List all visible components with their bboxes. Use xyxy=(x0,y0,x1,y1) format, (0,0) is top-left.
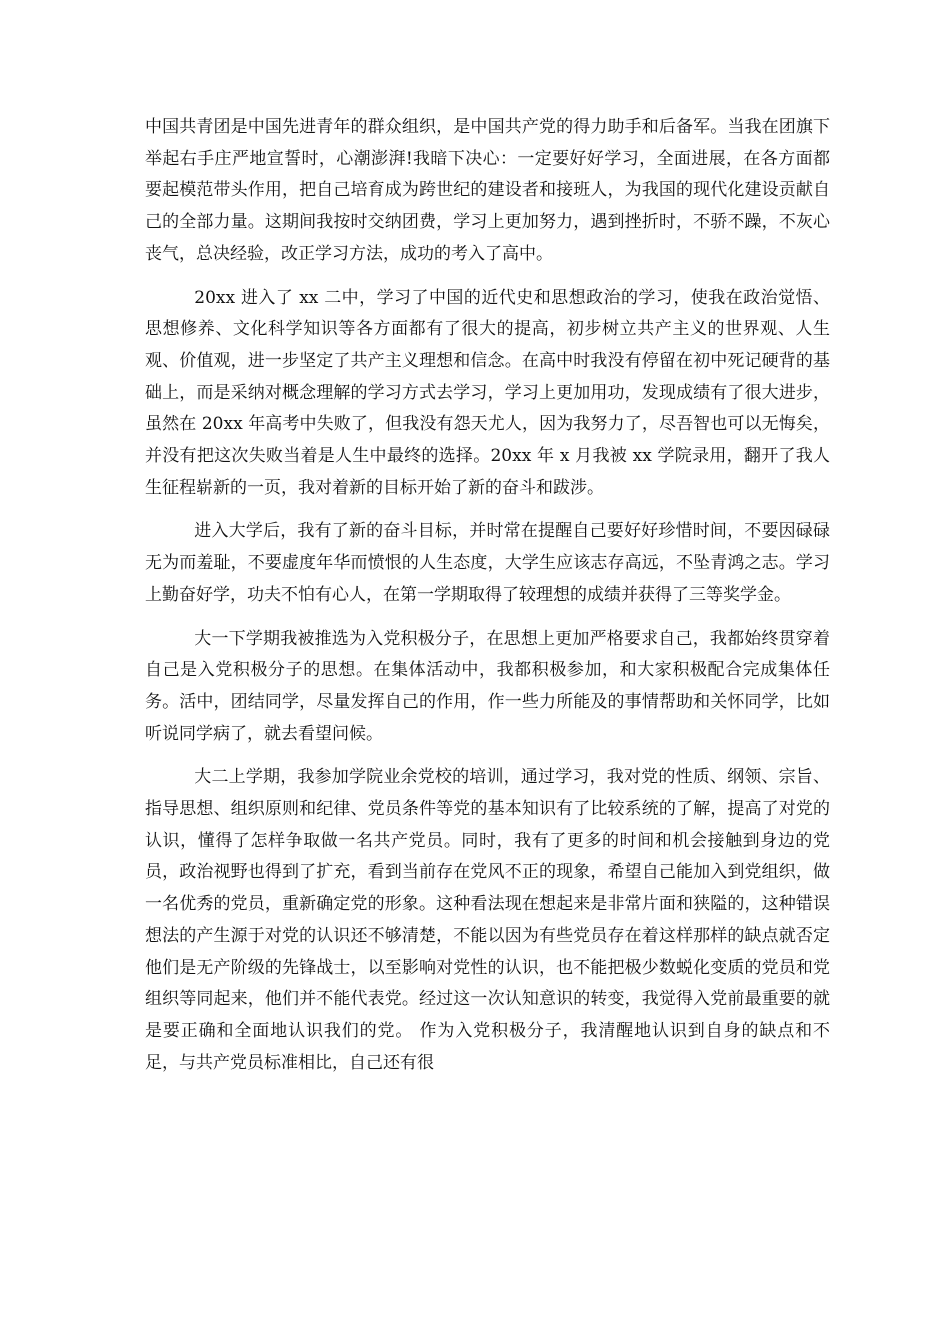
paragraph-2: 20xx 进入了 xx 二中，学习了中国的近代史和思想政治的学习，使我在政治觉悟、思想修养、文化科学知识等各方面都有了很大的提高，初步树立共产主义的世界观、人生观、价值观，进一步坚定了共产主义理想和信念。在高中时我没有停留在初中死记硬背的基础上，而是采纳对概念理解的学习方式去学习，学习上更加用功，发现成绩有了很大进步，虽然在 20xx 年高考中失败了，但我没有怨天尤人，因为我努力了，尽吾智也可以无悔矣，并没有把这次失败当着是人生中最终的选择。20xx 年 x 月我被 xx 学院录用，翻开了我人生征程崭新的一页，我对着新的目标开始了新的奋斗和跋涉。 xyxy=(145,287,830,498)
paragraph-5: 大二上学期，我参加学院业余党校的培训，通过学习，我对党的性质、纲领、宗旨、指导思想、组织原则和纪律、党员条件等党的基本知识有了比较系统的了解，提高了对党的认识，懂得了怎样争取做一名共产党员。同时，我有了更多的时间和机会接触到身边的党员，政治视野也得到了扩充，看到当前存在党风不正的现象，希望自己能加入到党组织，做一名优秀的党员，重新确定党的形象。这种看法现在想起来是非常片面和狭隘的，这种错误想法的产生源于对党的认识还不够清楚，不能以因为有些党员存在着这样那样的缺点就否定他们是无产阶级的先锋战士，以至影响对党性的认识，也不能把极少数蜕化变质的党员和党组织等同起来，他们并不能代表党。经过这一次认知意识的转变，我觉得入党前最重要的就是要正确和全面地认识我们的党。 作为入党积极分子，我清醒地认识到自身的缺点和不足，与共产党员标准相比，自己还有很 xyxy=(145,767,830,1073)
paragraph-3: 进入大学后，我有了新的奋斗目标，并时常在提醒自己要好好珍惜时间，不要因碌碌无为而羞耻，不要虚度年华而愤恨的人生态度，大学生应该志存高远，不坠青鸿之志。学习上勤奋好学，功夫不怕有心人，在第一学期取得了较理想的成绩并获得了三等奖学金。 xyxy=(145,521,830,605)
paragraph-4: 大一下学期我被推选为入党积极分子，在思想上更加严格要求自己，我都始终贯穿着自己是入党积极分子的思想。在集体活动中，我都积极参加，和大家积极配合完成集体任务。活中，团结同学，尽量发挥自己的作用，作一些力所能及的事情帮助和关怀同学，比如听说同学病了，就去看望问候。 xyxy=(145,628,830,744)
paragraph-1: 中国共青团是中国先进青年的群众组织，是中国共产党的得力助手和后备军。当我在团旗下举起右手庄严地宣誓时，心潮澎湃!我暗下决心：一定要好好学习，全面进展，在各方面都要起模范带头作用，把自己培育成为跨世纪的建设者和接班人，为我国的现代化建设贡献自己的全部力量。这期间我按时交纳团费，学习上更加努力，遇到挫折时，不骄不躁，不灰心丧气，总决经验，改正学习方法，成功的考入了高中。 xyxy=(145,117,830,264)
document-body xyxy=(145,112,830,1079)
